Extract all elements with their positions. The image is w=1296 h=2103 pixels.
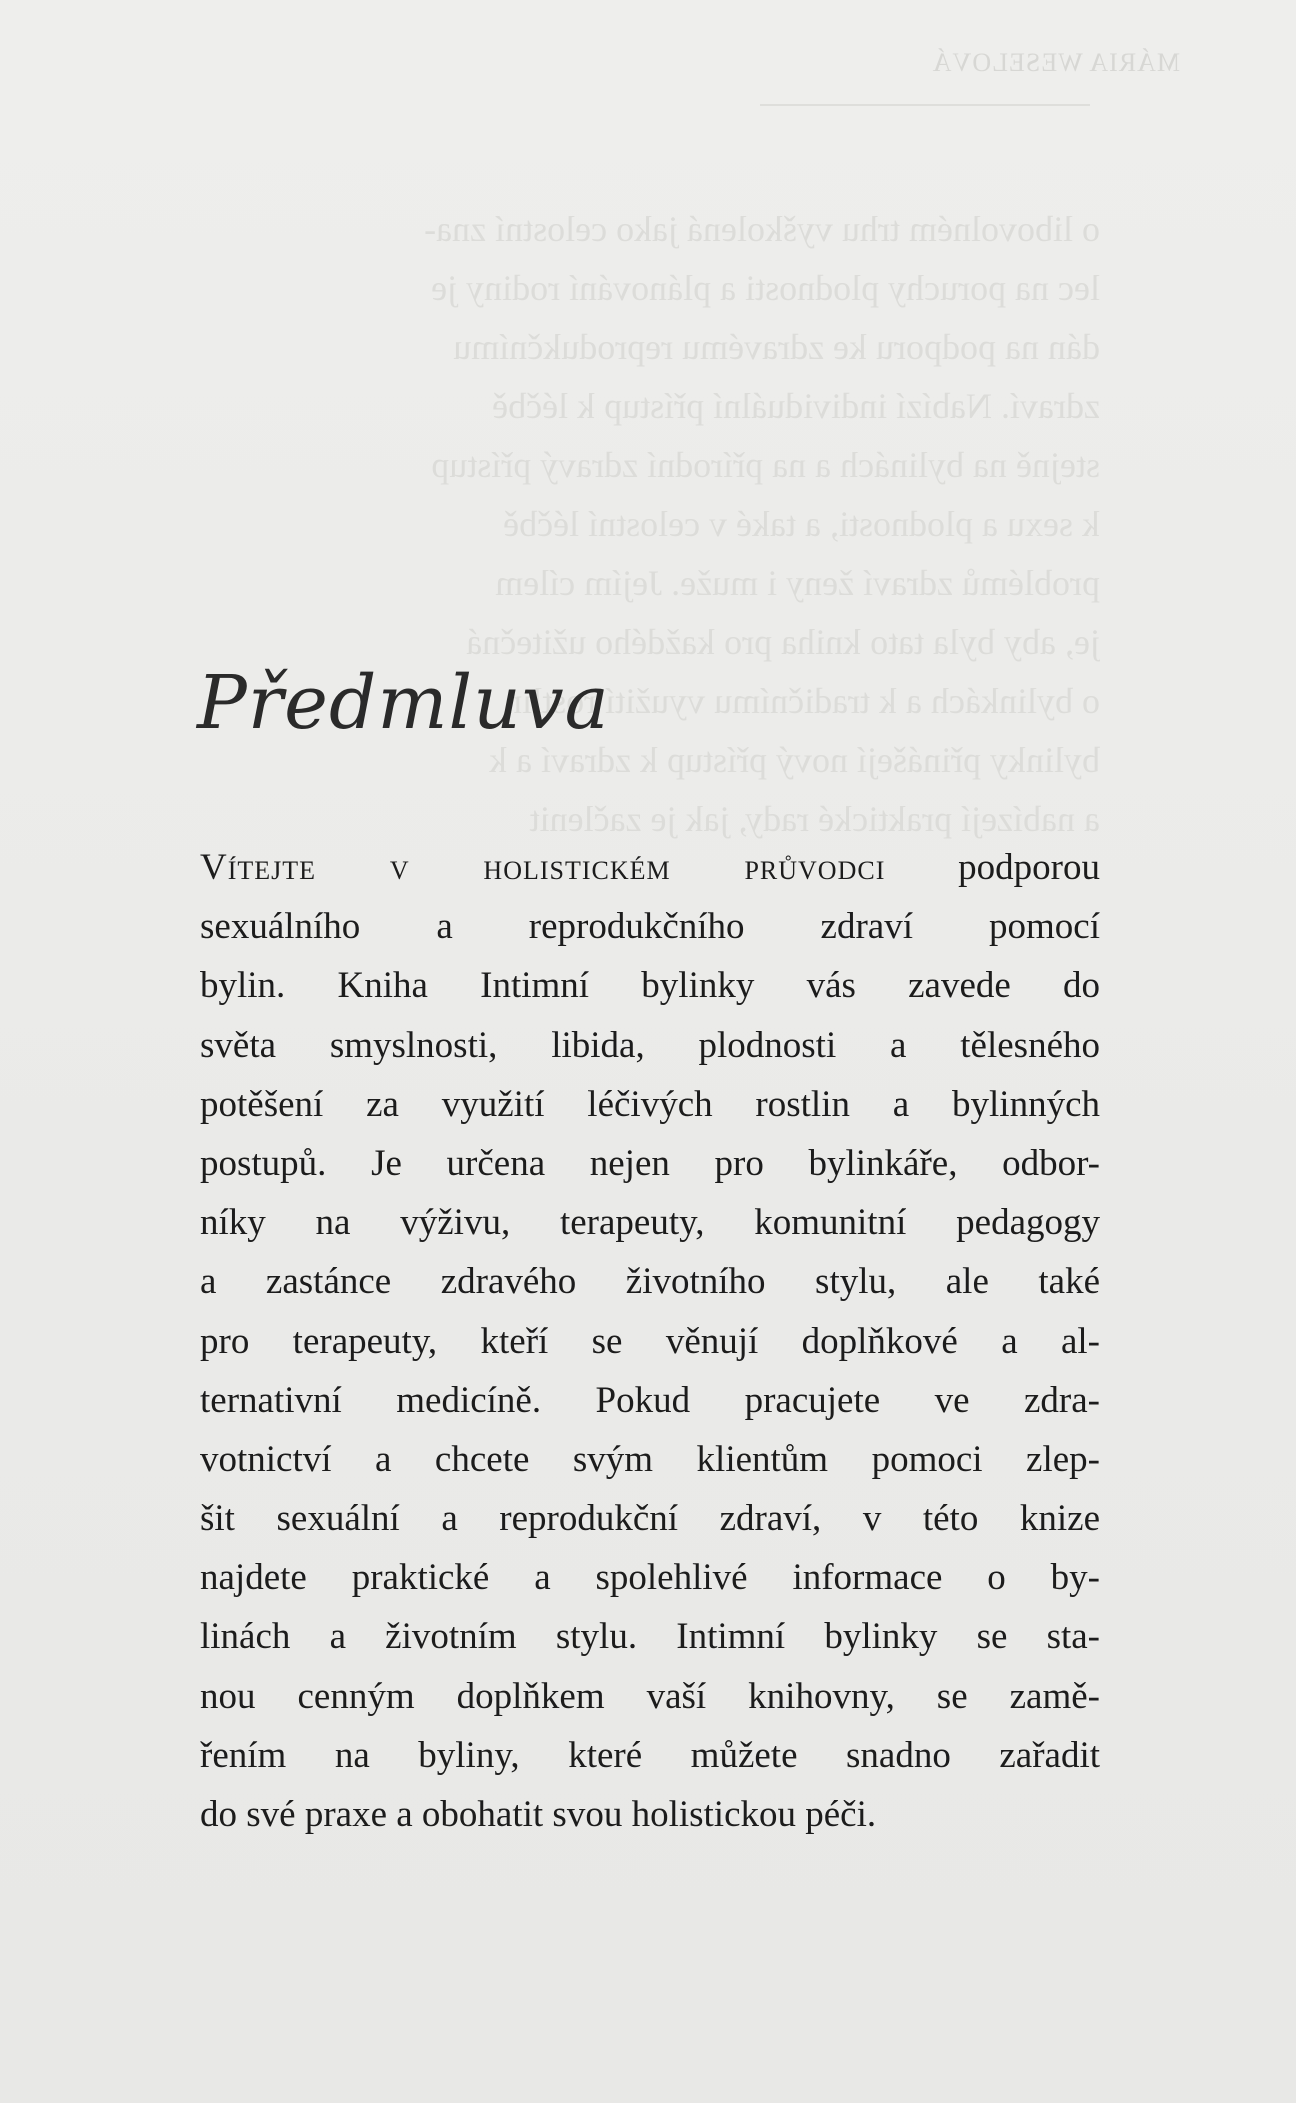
bleed-through-line: lec na poruchy plodnosti a plánování rodiny je — [431, 268, 1100, 308]
paragraph-line: níky na výživu, terapeuty, komunitní pedagogy — [200, 1202, 1100, 1244]
bleed-through-line: stejně na bylinách a na přírodní zdravý přístup — [431, 445, 1100, 485]
bleed-through-line: bylinky přinášejí nový přístup k zdraví a k — [489, 740, 1100, 780]
bleed-through-header-rule — [760, 104, 1090, 106]
bleed-through-line: k sexu a plodnosti, a také v celostní léčbě — [503, 504, 1100, 544]
first-line-rest: podporou — [958, 847, 1100, 888]
paragraph-line: světa smyslnosti, libida, plodnosti a tělesného — [200, 1024, 1100, 1066]
paragraph-first-line — [200, 838, 1100, 897]
paragraph-line: ternativní medicíně. Pokud pracujete ve zdra- — [200, 1379, 1100, 1421]
paragraph-line: bylin. Kniha Intimní bylinky vás zavede do — [200, 965, 1100, 1007]
paragraph-line: potěšení za využití léčivých rostlin a bylinných — [200, 1083, 1100, 1125]
chapter-heading: Předmluva — [197, 660, 610, 746]
paragraph-line: sexuálního a reprodukčního zdraví pomocí — [200, 906, 1100, 948]
bleed-through-line: problémů zdraví ženy i muže. Jejím cílem — [495, 563, 1100, 603]
paragraph-line: pro terapeuty, kteří se věnují doplňkové a al- — [200, 1320, 1100, 1362]
paragraph-line: a zastánce zdravého životního stylu, ale také — [200, 1261, 1100, 1303]
paragraph-line: nou cenným doplňkem vaší knihovny, se zamě- — [200, 1675, 1100, 1717]
bleed-through-line: o bylinkách a k tradičnímu využití rostlin — [504, 681, 1100, 721]
lead-in-small-caps: Vítejte v holistickém průvodci — [200, 847, 886, 888]
bleed-through-line: a nabízejí praktické rady, jak je začlenit — [529, 799, 1100, 839]
bleed-through-line: zdraví. Nabízí individuální přístup k léčbě — [492, 386, 1100, 426]
paragraph-line: votnictví a chcete svým klientům pomoci zlep- — [200, 1438, 1100, 1480]
paragraph-last-line: do své praxe a obohatit svou holistickou péči. — [200, 1794, 877, 1835]
bleed-through-text — [200, 200, 1100, 849]
bleed-through-line: o libovolném trhu vyškolená jako celostní zna- — [424, 209, 1100, 249]
paragraph-line: řením na byliny, které můžete snadno zařadit — [200, 1734, 1100, 1776]
paragraph-line: šit sexuální a reprodukční zdraví, v této knize — [200, 1498, 1100, 1540]
bleed-through-line: je, aby byla tato kniha pro každého užitečná — [466, 622, 1100, 662]
paragraph-line: najdete praktické a spolehlivé informace o by- — [200, 1557, 1100, 1599]
paragraph-line: postupů. Je určena nejen pro bylinkáře, odbor- — [200, 1142, 1100, 1184]
bleed-through-line: dán na podporu ke zdravému reprodukčnímu — [453, 327, 1100, 367]
bleed-through-header: MÁRIA WESELOVÁ — [931, 48, 1180, 77]
paragraph-line: linách a životním stylu. Intimní bylinky se sta- — [200, 1616, 1100, 1658]
foreword-paragraph — [200, 838, 1100, 1844]
